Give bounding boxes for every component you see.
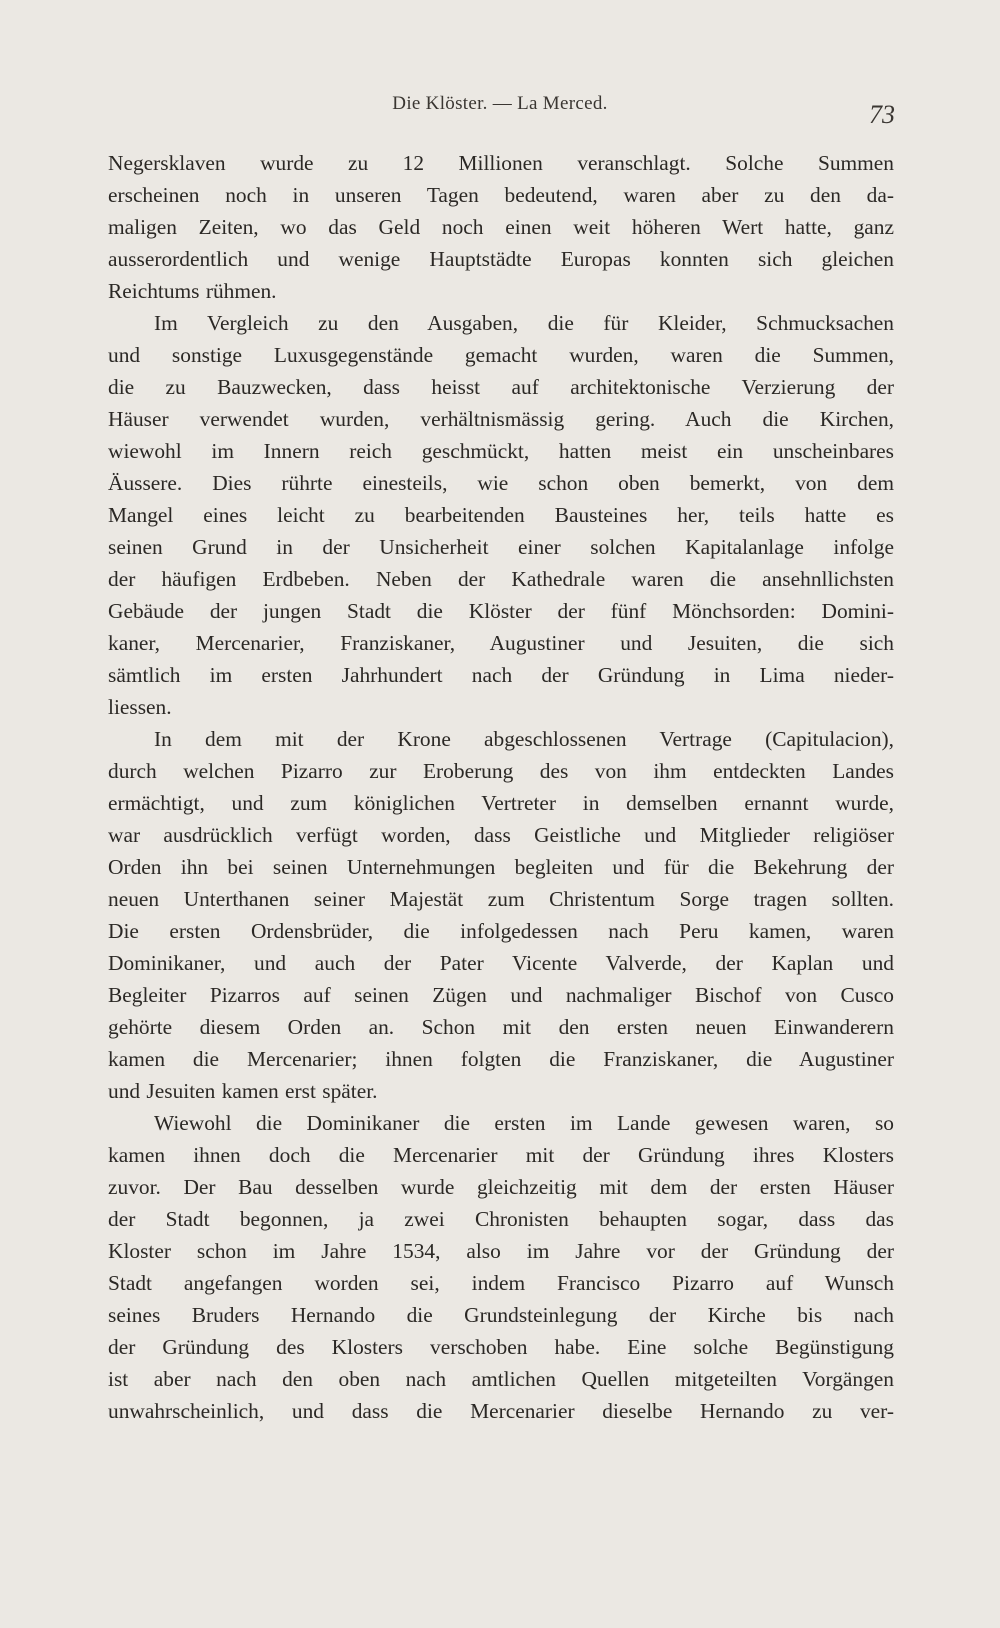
text-line: kamen die Mercenarier; ihnen folgten die Franziskaner, die Augustiner <box>108 1047 894 1071</box>
text-line: durch welchen Pizarro zur Eroberung des von ihm entdeckten Landes <box>108 759 894 783</box>
text-line: ist aber nach den oben nach amtlichen Quellen mitgeteilten Vorgängen <box>108 1367 894 1391</box>
running-head: Die Klöster. — La Merced. <box>392 93 608 114</box>
text-line: Reichtums rühmen. <box>108 279 277 303</box>
text-line: der Gründung des Klosters verschoben habe. Eine solche Begünstigung <box>108 1335 894 1359</box>
text-line: Die ersten Ordensbrüder, die infolgedessen nach Peru kamen, waren <box>108 919 894 943</box>
text-line: ausserordentlich und wenige Hauptstädte Europas konnten sich gleichen <box>108 247 894 271</box>
text-line: Orden ihn bei seinen Unternehmungen begleiten und für die Bekehrung der <box>108 855 894 879</box>
text-line: Gebäude der jungen Stadt die Klöster der fünf Mönchsorden: Domini- <box>108 599 894 623</box>
text-line: zuvor. Der Bau desselben wurde gleichzeitig mit dem der ersten Häuser <box>108 1175 894 1199</box>
text-line: maligen Zeiten, wo das Geld noch einen weit höheren Wert hatte, ganz <box>108 215 894 239</box>
text-line: der Stadt begonnen, ja zwei Chronisten behaupten sogar, dass das <box>108 1207 894 1231</box>
text-line: gehörte diesem Orden an. Schon mit den ersten neuen Einwanderern <box>108 1015 894 1039</box>
text-line: Äussere. Dies rührte einesteils, wie schon oben bemerkt, von dem <box>108 471 894 495</box>
text-line: seinen Grund in der Unsicherheit einer solchen Kapitalanlage infolge <box>108 535 894 559</box>
text-line: Negersklaven wurde zu 12 Millionen veranschlagt. Solche Summen <box>108 151 894 175</box>
text-line: und sonstige Luxusgegenstände gemacht wurden, waren die Summen, <box>108 343 894 367</box>
text-line: kaner, Mercenarier, Franziskaner, Augustiner und Jesuiten, die sich <box>108 631 894 655</box>
text-line: Im Vergleich zu den Ausgaben, die für Kleider, Schmucksachen <box>154 311 894 335</box>
text-line: erscheinen noch in unseren Tagen bedeutend, waren aber zu den da- <box>108 183 894 207</box>
body-text <box>108 147 894 1427</box>
text-line: ermächtigt, und zum königlichen Vertreter in demselben ernannt wurde, <box>108 791 894 815</box>
text-line: neuen Unterthanen seiner Majestät zum Christentum Sorge tragen sollten. <box>108 887 894 911</box>
text-line: Begleiter Pizarros auf seinen Zügen und nachmaliger Bischof von Cusco <box>108 983 894 1007</box>
text-line: Mangel eines leicht zu bearbeitenden Bausteines her, teils hatte es <box>108 503 894 527</box>
text-line: Wiewohl die Dominikaner die ersten im Lande gewesen waren, so <box>154 1111 894 1135</box>
text-line: sämtlich im ersten Jahrhundert nach der Gründung in Lima nieder- <box>108 663 894 687</box>
text-line: Kloster schon im Jahre 1534, also im Jahre vor der Gründung der <box>108 1239 894 1263</box>
text-line: unwahrscheinlich, und dass die Mercenarier dieselbe Hernando zu ver- <box>108 1399 894 1423</box>
text-line: der häufigen Erdbeben. Neben der Kathedrale waren die ansehnllichsten <box>108 567 894 591</box>
text-line: war ausdrücklich verfügt worden, dass Geistliche und Mitglieder religiöser <box>108 823 894 847</box>
text-line: Häuser verwendet wurden, verhältnismässig gering. Auch die Kirchen, <box>108 407 894 431</box>
text-line: kamen ihnen doch die Mercenarier mit der Gründung ihres Klosters <box>108 1143 894 1167</box>
page-number: 73 <box>869 100 895 129</box>
text-line: Dominikaner, und auch der Pater Vicente Valverde, der Kaplan und <box>108 951 894 975</box>
text-line: und Jesuiten kamen erst später. <box>108 1079 378 1103</box>
text-line: seines Bruders Hernando die Grundsteinlegung der Kirche bis nach <box>108 1303 894 1327</box>
text-line: In dem mit der Krone abgeschlossenen Vertrage (Capitulacion), <box>154 727 894 751</box>
text-line: Stadt angefangen worden sei, indem Francisco Pizarro auf Wunsch <box>108 1271 894 1295</box>
text-line: die zu Bauzwecken, dass heisst auf architektonische Verzierung der <box>108 375 894 399</box>
text-line: liessen. <box>108 695 172 719</box>
text-line: wiewohl im Innern reich geschmückt, hatten meist ein unscheinbares <box>108 439 894 463</box>
